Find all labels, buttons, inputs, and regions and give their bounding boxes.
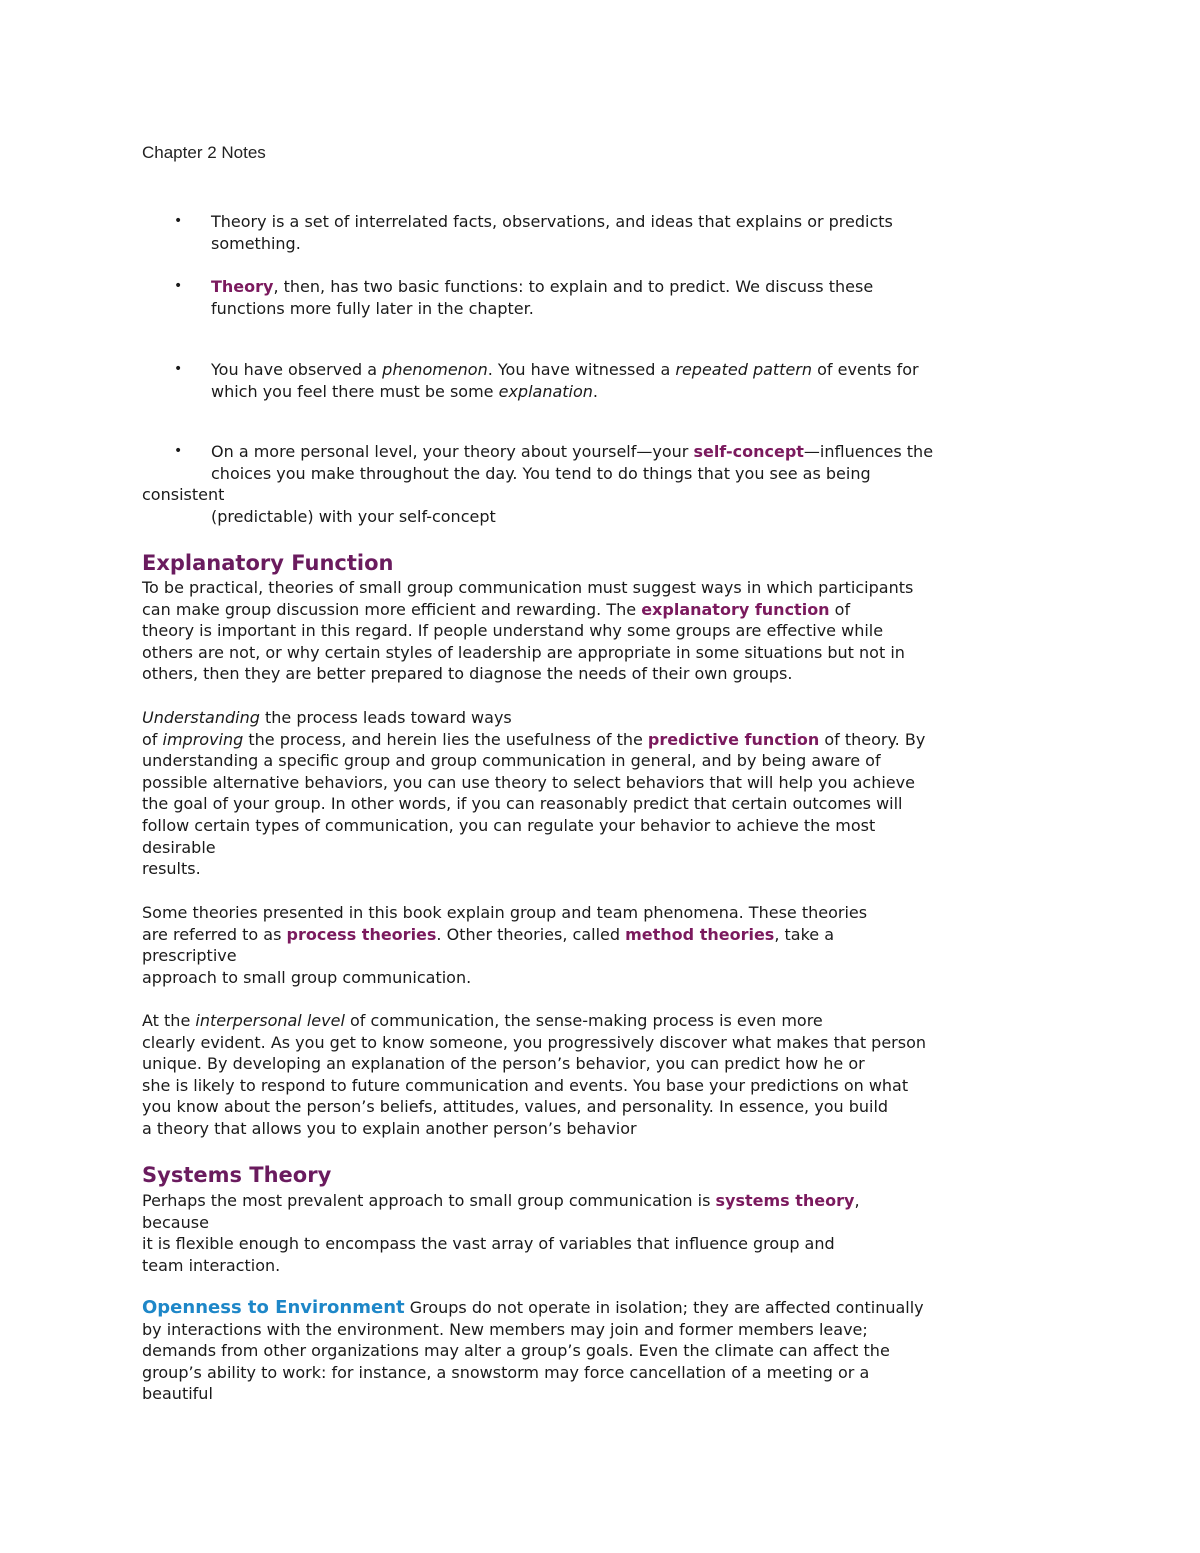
paragraph	[142, 1297, 1072, 1405]
text-line: results.	[142, 859, 201, 879]
text-line: clearly evident. As you get to know someone, you progressively discover what makes that person	[142, 1032, 927, 1052]
text-span: , then, has two basic functions: to explain and to predict. We discuss these	[273, 277, 874, 296]
text-line: demands from other organizations may alter a group’s goals. Even the climate can affect the	[142, 1341, 890, 1361]
text-line	[142, 359, 1072, 381]
subheading-openness: Openness to Environment	[142, 1297, 405, 1318]
section-heading: Systems Theory	[142, 1163, 332, 1187]
bullet-dot-icon: •	[174, 213, 183, 229]
bullet-dot-icon: •	[174, 443, 183, 459]
text-line: understanding a specific group and group communication in general, and by being aware of	[142, 751, 881, 771]
text-span: —influences the	[803, 442, 934, 461]
emphasis-understanding: Understanding	[142, 708, 260, 727]
text-span: Perhaps the most prevalent approach to small group communication is	[142, 1191, 716, 1210]
text-span: which you feel there must be some	[211, 381, 499, 401]
text-line: theory is important in this regard. If people understand why some groups are effective while	[142, 621, 884, 641]
text-line: it is flexible enough to encompass the vast array of variables that influence group and	[142, 1234, 835, 1254]
text-span: the process leads toward ways	[259, 708, 512, 727]
text-span: can make group discussion more efficient and rewarding. The	[142, 599, 642, 619]
text-span: .	[592, 381, 598, 401]
bullet-item	[142, 359, 1072, 402]
bullet-dot-icon: •	[174, 361, 183, 377]
text-span: At the	[142, 1011, 196, 1030]
keyword-explanatory-function: explanatory function	[641, 599, 830, 619]
text-line	[142, 707, 1072, 729]
text-span: of	[829, 599, 851, 619]
text-line: To be practical, theories of small group communication must suggest ways in which participants	[142, 578, 914, 597]
keyword-theory: Theory	[211, 277, 274, 296]
text-line: others, then they are better prepared to diagnose the needs of their own groups.	[142, 664, 793, 684]
text-line: follow certain types of communication, you can regulate your behavior to achieve the most	[142, 815, 876, 835]
text-line	[142, 1010, 1072, 1032]
emphasis-improving: improving	[162, 729, 244, 749]
text-span: You have observed a	[211, 360, 383, 379]
keyword-systems-theory: systems theory	[715, 1191, 855, 1210]
text-span: are referred to as	[142, 924, 287, 944]
paragraph	[142, 707, 1072, 880]
text-line	[142, 599, 1072, 621]
text-line: choices you make throughout the day. You tend to do things that you see as being	[211, 463, 871, 483]
text-line	[142, 924, 1072, 946]
text-line: team interaction.	[142, 1255, 281, 1275]
text-line: because	[142, 1212, 209, 1232]
text-line: functions more fully later in the chapter.	[211, 298, 534, 318]
text-line	[142, 1297, 1072, 1319]
bullet-dot-icon: •	[174, 278, 183, 294]
paragraph	[142, 1190, 1072, 1276]
text-span: of events for	[812, 360, 919, 379]
text-line	[142, 1190, 1072, 1212]
bullet-item	[142, 276, 1072, 319]
text-line	[142, 381, 1072, 403]
emphasis-phenomenon: phenomenon	[382, 360, 488, 379]
text-span: . You have witnessed a	[487, 360, 676, 379]
keyword-method-theories: method theories	[625, 924, 775, 944]
text-line: Theory is a set of interrelated facts, observations, and ideas that explains or predicts	[211, 212, 893, 231]
text-line	[142, 441, 1072, 463]
text-span: of communication, the sense-making process is even more	[344, 1011, 823, 1030]
text-line: approach to small group communication.	[142, 967, 472, 987]
paragraph	[142, 577, 1072, 685]
text-span: the process, and herein lies the usefulness of the	[243, 729, 648, 749]
text-line	[142, 276, 1072, 298]
text-line: desirable	[142, 837, 216, 857]
section-heading: Explanatory Function	[142, 551, 394, 575]
text-line	[142, 729, 1072, 751]
keyword-process-theories: process theories	[286, 924, 437, 944]
text-span: Groups do not operate in isolation; they are affected continually	[404, 1298, 924, 1317]
keyword-predictive-function: predictive function	[647, 729, 820, 749]
text-line: consistent	[142, 485, 225, 505]
text-line: others are not, or why certain styles of leadership are appropriate in some situations but not in	[142, 642, 905, 662]
text-line: Some theories presented in this book explain group and team phenomena. These theories	[142, 903, 868, 922]
text-line: she is likely to respond to future communication and events. You base your predictions on what	[142, 1075, 909, 1095]
text-line: you know about the person’s beliefs, attitudes, values, and personality. In essence, you build	[142, 1097, 889, 1117]
text-span: , take a	[774, 924, 835, 944]
text-line: (predictable) with your self-concept	[211, 506, 496, 526]
text-line: by interactions with the environment. New members may join and former members leave;	[142, 1319, 868, 1339]
text-line: unique. By developing an explanation of the person’s behavior, you can predict how he or	[142, 1054, 865, 1074]
text-line: possible alternative behaviors, you can use theory to select behaviors that will help you achieve	[142, 772, 915, 792]
emphasis-interpersonal-level: interpersonal level	[195, 1011, 345, 1030]
text-span: of theory. By	[819, 729, 926, 749]
text-line: a theory that allows you to explain another person’s behavior	[142, 1118, 637, 1138]
paragraph	[142, 902, 1072, 988]
text-line: the goal of your group. In other words, if you can reasonably predict that certain outcomes will	[142, 794, 903, 814]
text-line: prescriptive	[142, 946, 237, 966]
text-span: . Other theories, called	[436, 924, 626, 944]
text-line: beautiful	[142, 1384, 213, 1404]
emphasis-explanation: explanation	[498, 381, 593, 401]
text-span: of	[142, 729, 163, 749]
bullet-item	[142, 441, 1072, 527]
page-title: Chapter 2 Notes	[142, 143, 266, 162]
text-line: something.	[211, 233, 301, 253]
emphasis-repeated-pattern: repeated pattern	[675, 360, 813, 379]
text-line: group’s ability to work: for instance, a snowstorm may force cancellation of a meeting or a	[142, 1362, 870, 1382]
text-span: ,	[854, 1191, 860, 1210]
bullet-item	[142, 211, 1072, 254]
text-span: On a more personal level, your theory about yourself—your	[211, 442, 694, 461]
paragraph	[142, 1010, 1072, 1140]
keyword-self-concept: self-concept	[693, 442, 804, 461]
